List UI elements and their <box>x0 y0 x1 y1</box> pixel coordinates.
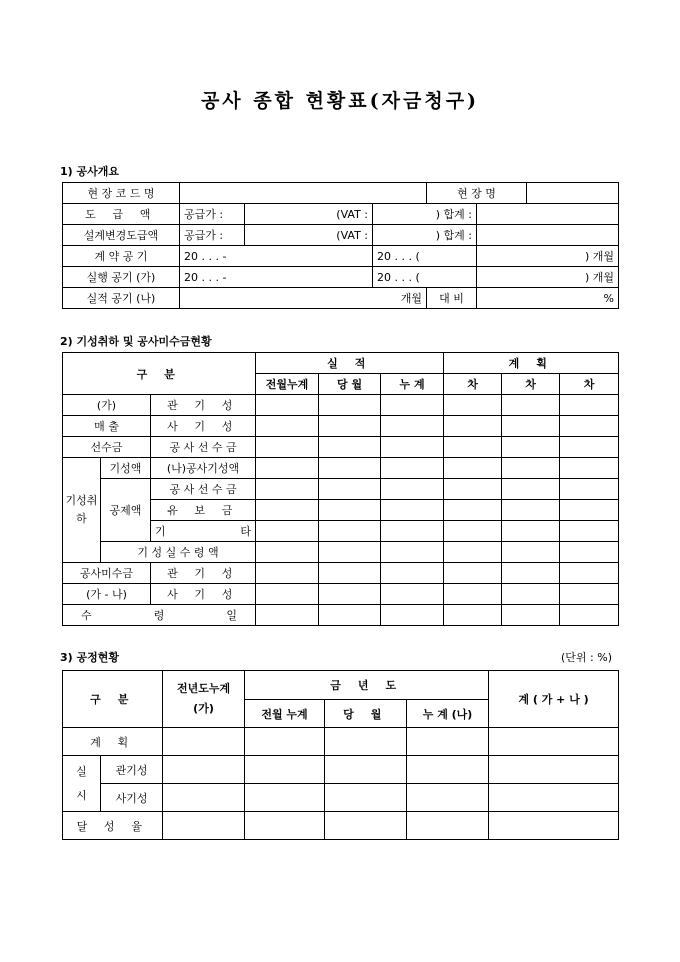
changed-amount-label: 설계변경도급액 <box>63 225 180 246</box>
total-label-2: ) 합계 : <box>373 225 477 246</box>
site-name-value[interactable] <box>527 183 619 204</box>
total-header: 계 ( 가 + 나 ) <box>489 671 619 728</box>
cell[interactable] <box>444 437 502 458</box>
cell[interactable] <box>256 542 319 563</box>
site-code-label: 현 장 코 드 명 <box>63 183 180 204</box>
cell[interactable] <box>560 437 619 458</box>
cell[interactable] <box>256 605 319 626</box>
section-1-heading: 1) 공사개요 <box>60 165 120 178</box>
cell[interactable] <box>560 563 619 584</box>
gubun-header-3: 구 분 <box>63 671 163 728</box>
cell[interactable] <box>256 521 319 542</box>
cell[interactable] <box>381 437 444 458</box>
cell[interactable] <box>444 584 502 605</box>
contract-period-months: ) 개월 <box>477 246 619 267</box>
retention-label: 유 보 금 <box>151 500 256 521</box>
contract-period-label: 계 약 공 기 <box>63 246 180 267</box>
cell[interactable] <box>319 395 381 416</box>
actual-header: 실 적 <box>256 353 444 374</box>
cell[interactable] <box>444 542 502 563</box>
cell[interactable] <box>502 542 560 563</box>
prev-year-header <box>163 671 245 728</box>
cell[interactable] <box>560 416 619 437</box>
cell[interactable] <box>444 416 502 437</box>
receivable-label: 공사미수금 <box>63 563 151 584</box>
vat-label-2: (VAT : <box>245 225 373 246</box>
cell[interactable] <box>489 812 619 840</box>
cell[interactable] <box>444 605 502 626</box>
cell[interactable] <box>502 458 560 479</box>
receive-date-label: 수 령 일 <box>63 605 256 626</box>
sa-label: 사 기 성 <box>151 416 256 437</box>
cell[interactable] <box>381 563 444 584</box>
cell[interactable] <box>381 458 444 479</box>
cell[interactable] <box>444 479 502 500</box>
page-title: 공사 종합 현황표(자금청구) <box>200 90 480 112</box>
cell[interactable] <box>256 416 319 437</box>
cell[interactable] <box>381 416 444 437</box>
cell[interactable] <box>319 542 381 563</box>
exec-period-label: 실행 공기 (가) <box>63 267 180 288</box>
contract-period-to: 20 . . . ( <box>373 246 477 267</box>
cha-header-1: 차 <box>444 374 502 395</box>
cell[interactable] <box>489 728 619 756</box>
contract-period-from: 20 . . . - <box>180 246 373 267</box>
cell[interactable] <box>381 542 444 563</box>
cell[interactable] <box>560 500 619 521</box>
vs-label: 대 비 <box>427 288 477 309</box>
cell[interactable] <box>319 437 381 458</box>
cell[interactable] <box>502 605 560 626</box>
plan-header: 계 획 <box>444 353 619 374</box>
cell[interactable] <box>560 458 619 479</box>
cell[interactable] <box>560 584 619 605</box>
advance-pub-label: 공 사 선 수 금 <box>151 437 256 458</box>
cha-header-2: 차 <box>502 374 560 395</box>
progress-billing-table <box>62 352 619 626</box>
exec-period-to: 20 . . . ( <box>373 267 477 288</box>
cell[interactable] <box>502 584 560 605</box>
changed-total-value[interactable] <box>477 225 619 246</box>
cell[interactable] <box>245 784 325 812</box>
cell[interactable] <box>256 563 319 584</box>
actual-period-label: 실적 공기 (나) <box>63 288 180 309</box>
cell[interactable] <box>163 812 245 840</box>
this-month-header-3: 당 월 <box>325 700 407 728</box>
supply-price-label: 공급가 : <box>180 204 245 225</box>
cell[interactable] <box>381 395 444 416</box>
gisung-chwiha-label: 기성취하 <box>63 458 101 563</box>
this-year-header: 금 년 도 <box>245 671 489 700</box>
cell[interactable] <box>444 458 502 479</box>
cell[interactable] <box>502 500 560 521</box>
cell[interactable] <box>444 563 502 584</box>
actual-period-months: 개월 <box>180 288 427 309</box>
cell[interactable] <box>163 756 245 784</box>
cha-header-3: 차 <box>560 374 619 395</box>
sa-label-3: 사기성 <box>101 784 163 812</box>
cell[interactable] <box>502 563 560 584</box>
cell[interactable] <box>489 784 619 812</box>
this-month-header: 당 월 <box>319 374 381 395</box>
cell[interactable] <box>407 812 489 840</box>
cell[interactable] <box>381 584 444 605</box>
cell[interactable] <box>560 605 619 626</box>
gisung-amt-label: 기성액 <box>101 458 151 479</box>
vs-percent: % <box>477 288 619 309</box>
deduct-label: 공제액 <box>101 479 151 542</box>
cell[interactable] <box>560 542 619 563</box>
cell[interactable] <box>325 728 407 756</box>
cell[interactable] <box>444 500 502 521</box>
received-label: 기 성 실 수 령 액 <box>101 542 256 563</box>
exec-period-months: ) 개월 <box>477 267 619 288</box>
gwan-label: 관 기 성 <box>151 395 256 416</box>
cell[interactable] <box>325 812 407 840</box>
ga-na-label: (가 - 나) <box>63 584 151 605</box>
contract-total-value[interactable] <box>477 204 619 225</box>
plan-label-3: 계 획 <box>63 728 163 756</box>
other-label: 기 타 <box>151 521 256 542</box>
section-2-heading: 2) 기성취하 및 공사미수금현황 <box>60 335 212 348</box>
rate-label: 달 성 율 <box>63 812 163 840</box>
prev-month-cum-header: 전월 누계 <box>245 700 325 728</box>
process-status-table <box>62 670 619 840</box>
cell[interactable] <box>444 521 502 542</box>
cell[interactable] <box>319 500 381 521</box>
cell[interactable] <box>560 521 619 542</box>
overview-table <box>62 182 619 309</box>
cell[interactable] <box>502 521 560 542</box>
unit-label: (단위 : %) <box>561 651 612 664</box>
cell[interactable] <box>325 756 407 784</box>
exec-period-from: 20 . . . - <box>180 267 373 288</box>
cell[interactable] <box>256 479 319 500</box>
cell[interactable] <box>407 728 489 756</box>
cell[interactable] <box>381 521 444 542</box>
cell[interactable] <box>489 756 619 784</box>
cell[interactable] <box>256 395 319 416</box>
cell[interactable] <box>407 756 489 784</box>
cell[interactable] <box>407 784 489 812</box>
gubun-header: 구 분 <box>63 353 256 395</box>
cell[interactable] <box>245 728 325 756</box>
cell[interactable] <box>245 812 325 840</box>
cell[interactable] <box>163 784 245 812</box>
cell[interactable] <box>319 416 381 437</box>
cell[interactable] <box>319 479 381 500</box>
gwan2-label: 관 기 성 <box>151 563 256 584</box>
contract-amount-label: 도 급 액 <box>63 204 180 225</box>
cell[interactable] <box>256 458 319 479</box>
cell[interactable] <box>319 458 381 479</box>
prev-year-ga: (가) <box>193 702 214 715</box>
cell[interactable] <box>319 605 381 626</box>
section-3-heading: 3) 공정현황 <box>60 651 120 664</box>
advance-label: 선수금 <box>63 437 151 458</box>
site-code-value[interactable] <box>180 183 427 204</box>
cell[interactable] <box>560 395 619 416</box>
cell[interactable] <box>319 521 381 542</box>
cell[interactable] <box>502 437 560 458</box>
actual-label-3: 실시 <box>63 756 101 812</box>
supply-price-label-2: 공급가 : <box>180 225 245 246</box>
cell[interactable] <box>444 395 502 416</box>
cell[interactable] <box>381 605 444 626</box>
cell[interactable] <box>560 479 619 500</box>
cum-header: 누 계 <box>381 374 444 395</box>
cell[interactable] <box>502 395 560 416</box>
sa2-label: 사 기 성 <box>151 584 256 605</box>
vat-label: (VAT : <box>245 204 373 225</box>
na-gisung-label: (나)공사기성액 <box>151 458 256 479</box>
cell[interactable] <box>381 479 444 500</box>
cell[interactable] <box>256 584 319 605</box>
sales-label: 매 출 <box>63 416 151 437</box>
cell[interactable] <box>325 784 407 812</box>
cell[interactable] <box>163 728 245 756</box>
cell[interactable] <box>256 500 319 521</box>
cell[interactable] <box>381 500 444 521</box>
total-label: ) 합계 : <box>373 204 477 225</box>
site-name-label: 현 장 명 <box>427 183 527 204</box>
prev-year-label: 전년도누계 <box>176 682 231 695</box>
prev-cum-header: 전월누계 <box>256 374 319 395</box>
cell[interactable] <box>502 416 560 437</box>
gwan-label-3: 관기성 <box>101 756 163 784</box>
cell[interactable] <box>245 756 325 784</box>
cell[interactable] <box>256 437 319 458</box>
cum-na-header: 누 계 (나) <box>407 700 489 728</box>
advance-pub2-label: 공 사 선 수 금 <box>151 479 256 500</box>
ga-label: (가) <box>63 395 151 416</box>
cell[interactable] <box>319 563 381 584</box>
cell[interactable] <box>502 479 560 500</box>
cell[interactable] <box>319 584 381 605</box>
